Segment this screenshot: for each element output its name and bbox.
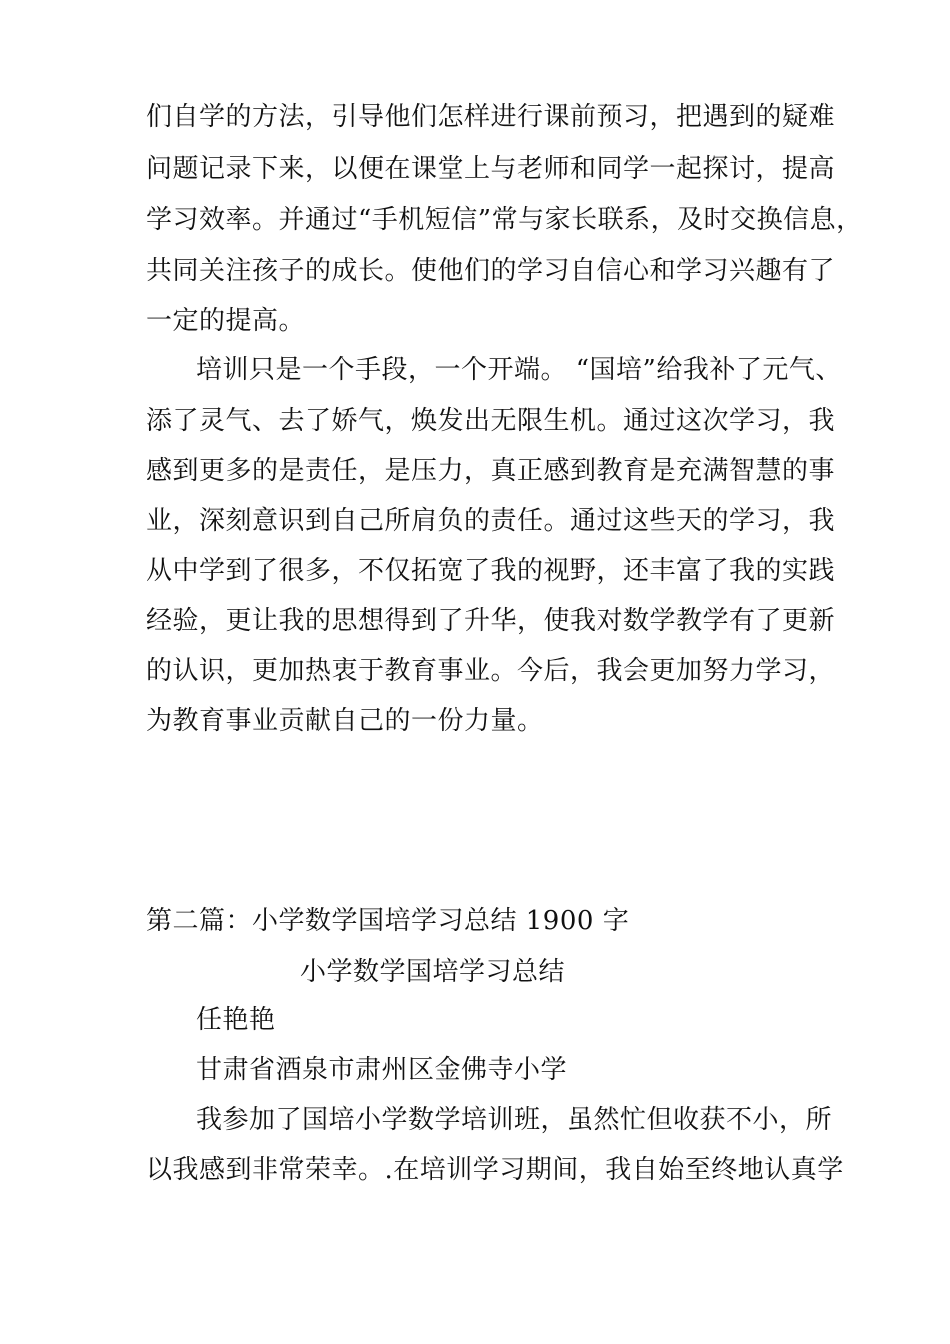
paragraph-1-line-1: 们自学的方法，引导他们怎样进行课前预习，把遇到的疑难 <box>146 102 836 132</box>
paragraph-2-line-6: 经验，更让我的思想得到了升华，使我对数学教学有了更新 <box>146 606 836 636</box>
paragraph-2-line-3: 感到更多的是责任，是压力，真正感到教育是充满智慧的事 <box>146 456 836 486</box>
paragraph-3-line-1: 我参加了国培小学数学培训班，虽然忙但收获不小，所 <box>196 1105 833 1135</box>
author-name: 任艳艳 <box>196 1005 276 1035</box>
paragraph-2-line-1: 培训只是一个手段，一个开端。 “国培”给我补了元气、 <box>196 355 842 385</box>
paragraph-1-line-4: 共同关注孩子的成长。使他们的学习自信心和学习兴趣有了 <box>146 256 836 286</box>
paragraph-1-line-5: 一定的提高。 <box>146 306 306 336</box>
paragraph-1-line-3: 学习效率。并通过“手机短信”常与家长联系，及时交换信息， <box>146 205 863 235</box>
school-name: 甘肃省酒泉市肃州区金佛寺小学 <box>196 1055 568 1085</box>
paragraph-2-line-8: 为教育事业贡献自己的一份力量。 <box>146 706 544 736</box>
paragraph-2-line-4: 业，深刻意识到自己所肩负的责任。通过这些天的学习，我 <box>146 506 836 536</box>
paragraph-1-line-2: 问题记录下来，以便在课堂上与老师和同学一起探讨，提高 <box>146 154 836 184</box>
paragraph-2-line-7: 的认识，更加热衷于教育事业。今后，我会更加努力学习， <box>146 656 836 686</box>
paragraph-2-line-5: 从中学到了很多，不仅拓宽了我的视野，还丰富了我的实践 <box>146 556 836 586</box>
article-title: 小学数学国培学习总结 <box>300 957 566 987</box>
paragraph-2-line-2: 添了灵气、去了娇气，焕发出无限生机。通过这次学习，我 <box>146 406 836 436</box>
section-heading: 第二篇：小学数学国培学习总结 1900 字 <box>146 906 630 936</box>
paragraph-3-line-2: 以我感到非常荣幸。.在培训学习期间，我自始至终地认真学 <box>146 1155 844 1185</box>
